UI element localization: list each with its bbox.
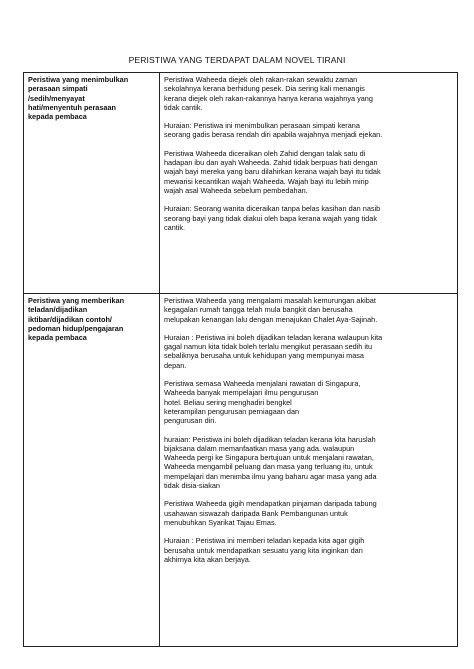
row-heading: Peristiwa yang memberikan teladan/dijadikan iktibar/dijadikan contoh/ pedoman hidup/pengajaran kepada pembaca: [28, 296, 125, 343]
event-paragraph: Peristiwa Waheeda diejek oleh rakan-rakan sewaktu zaman sekolahnya kerana berhidung pesek. Dia sering kali menangis kerana diejek oleh rakan-rakannya hanya kerana wajahnya yang tidak cantik.: [164, 75, 373, 112]
document-title: PERISTIWA YANG TERDAPAT DALAM NOVEL TIRANI: [128, 55, 346, 65]
events-table: [23, 72, 458, 647]
row-content-cell: [160, 73, 458, 294]
explanation-paragraph: Huraian : Peristiwa ini memberi teladan kepada kita agar gigih berusaha untuk mendapatkan sesuatu yang kita inginkan dan akhirnya kita akan berjaya.: [164, 536, 365, 564]
explanation-paragraph: Huraian : Peristiwa ini boleh dijadikan teladan kerana walaupun kita gagal namun kita tidak boleh terlalu mengikut perasaan sedih itu sebaliknya berusaha untuk kehidupan yang mempunyai masa depan.: [164, 332, 383, 370]
event-paragraph: Peristiwa semasa Waheeda menjalani rawatan di Singapura, Waheeda banyak mempelajari ilmu pengurusan hotel. Beliau sering menghadiri bengkel keterampilan pengurusan perniagaan dan pengurusan diri.: [164, 379, 361, 426]
table-row: [24, 73, 458, 294]
row-heading-cell: [24, 73, 160, 294]
row-heading-cell: [24, 294, 160, 647]
explanation-paragraph: huraian: Peristiwa ini boleh dijadikan teladan kerana kita haruslah bijaksana dalam memanfaatkan masa yang ada. walaupun Waheeda pergi ke Singapura bertujuan untuk menjalani rawatan, Waheeda mengambil peluang dan masa yang terluang itu, untuk mempelajari dan menimba ilmu yang baharu agar masa yang ada tidak disia-siakan: [164, 434, 377, 491]
row-content-cell: [160, 294, 458, 647]
explanation-paragraph: Huraian: Seorang wanita diceraikan tanpa belas kasihan dan nasib seorang bayi yang tidak diakui oleh bapa kerana wajah yang tidak cantik.: [164, 204, 381, 232]
explanation-paragraph: Huraian: Peristiwa ini menimbulkan perasaan simpati kerana seorang gadis berasa rendah diri apabila wajahnya menjadi ejekan.: [164, 121, 383, 140]
event-paragraph: Peristiwa Waheeda diceraikan oleh Zahid dengan talak satu di hadapan ibu dan ayah Waheeda. Zahid tidak berpuas hati dengan wajah bayi mereka yang baru dilahirkan kerana wajah bayi itu tidak mewarisi kecantikan wajah Waheeda. Wajah bayi itu lebih mirip wajah asal Waheeda sebelum pembedahan.: [164, 148, 381, 195]
row-heading: Peristiwa yang menimbulkan perasaan simpati /sedih/menyayat hati/menyentuh perasaan kepada pembaca: [28, 75, 129, 122]
table-row: [24, 294, 458, 647]
event-paragraph: Peristiwa Waheeda yang mengalami masalah kemurungan akibat kegagalan rumah tangga telah mula bangkit dan berusaha melupakan kenangan lalu dengan menajukan Chalet Aya-Sajinah.: [164, 296, 378, 324]
event-paragraph: Peristiwa Waheeda gigih mendapatkan pinjaman daripada tabung usahawan siswazah daripada Bank Pembangunan untuk menubuhkan Syarikat Tajau Emas.: [164, 499, 377, 527]
